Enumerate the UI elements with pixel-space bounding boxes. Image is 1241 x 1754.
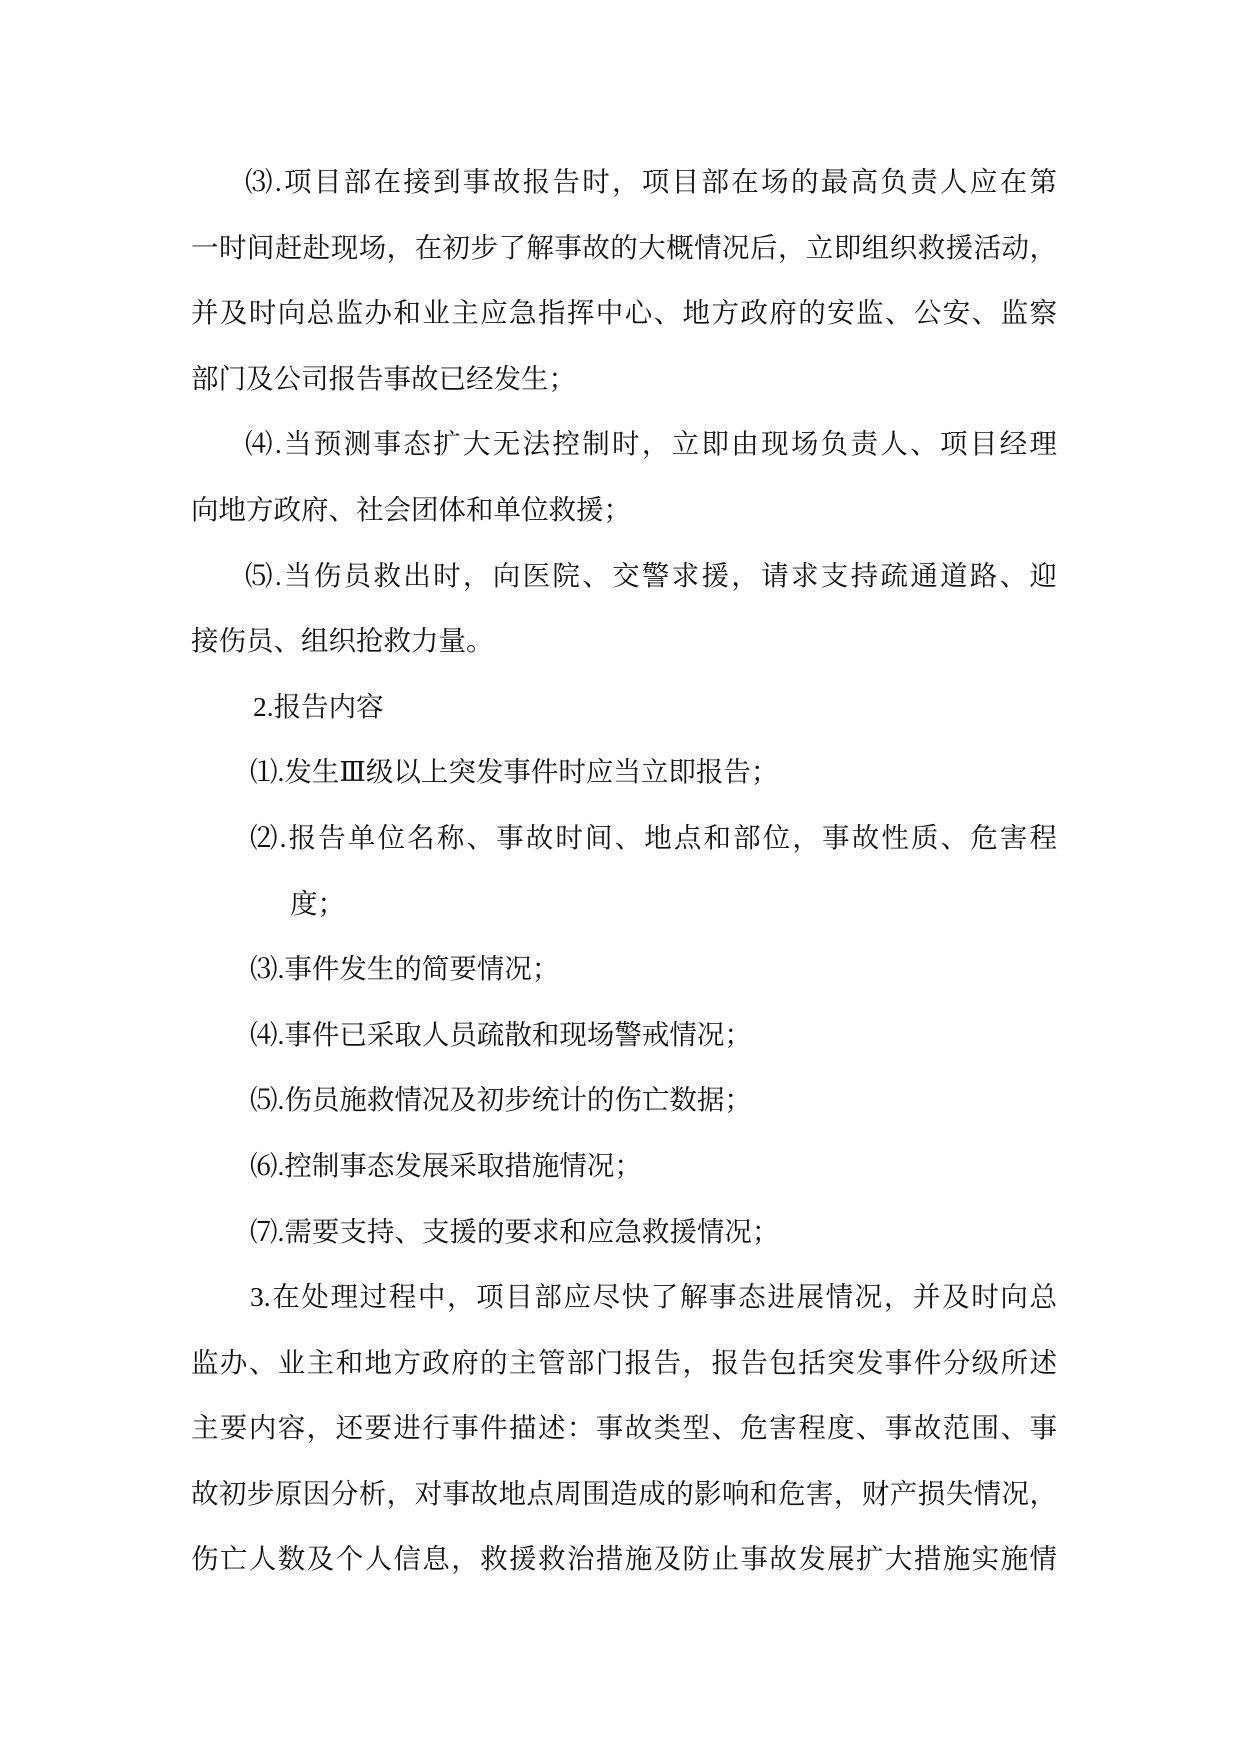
document-body [191,149,1057,1592]
paragraph-process-reporting [191,1264,1057,1592]
text-line: 主要内容，还要进行事件描述：事故类型、危害程度、事故范围、事 [191,1412,1057,1444]
text-line: 并及时向总监办和业主应急指挥中心、地方政府的安监、公安、监察 [191,297,1057,329]
text-line: 接伤员、组织抢救力量。 [191,625,494,657]
text-line: ⑷.当预测事态扩大无法控制时，立即由现场负责人、项目经理 [245,428,1057,460]
text-line: 部门及公司报告事故已经发生； [191,362,576,394]
list-item: ⑸.伤员施救情况及初步统计的伤亡数据； [250,1084,752,1116]
paragraph-notify-on-site [191,149,1057,411]
text-line: 3.在处理过程中，项目部应尽快了解事态进展情况，并及时向总 [250,1281,1057,1313]
text-line: 监办、业主和地方政府的主管部门报告，报告包括突发事件分级所述 [191,1346,1057,1378]
text-line: 向地方政府、社会团体和单位救援； [191,493,631,525]
text-line: 故初步原因分析，对事故地点周围造成的影响和危害，财产损失情况， [191,1477,1057,1509]
text-line: 伤亡人数及个人信息，救援救治措施及防止事故发展扩大措施实施情 [191,1543,1057,1575]
list-item: ⑴.发生Ⅲ级以上突发事件时应当立即报告； [250,756,779,788]
list-item: ⑹.控制事态发展采取措施情况； [250,1149,642,1181]
list-item: ⑷.事件已采取人员疏散和现场警戒情况； [250,1018,752,1050]
text-line: ⑶.项目部在接到事故报告时，项目部在场的最高负责人应在第 [245,166,1057,197]
paragraph-rescue [191,543,1057,674]
list-item: ⑶.事件发生的简要情况； [250,953,560,985]
text-line: ⑵.报告单位名称、事故时间、地点和部位，事故性质、危害程 [250,821,1057,853]
text-line: ⑸.当伤员救出时，向医院、交警求援，请求支持疏通道路、迎 [245,559,1057,591]
section-heading: 2.报告内容 [253,690,384,722]
paragraph-escalation [191,411,1057,542]
text-line: 度； [290,887,345,919]
text-line: 一时间赶赴现场，在初步了解事故的大概情况后，立即组织救援活动， [191,231,1057,263]
list-item: ⑺.需要支持、支援的要求和应急救援情况； [250,1215,780,1247]
list-item [191,805,1057,936]
